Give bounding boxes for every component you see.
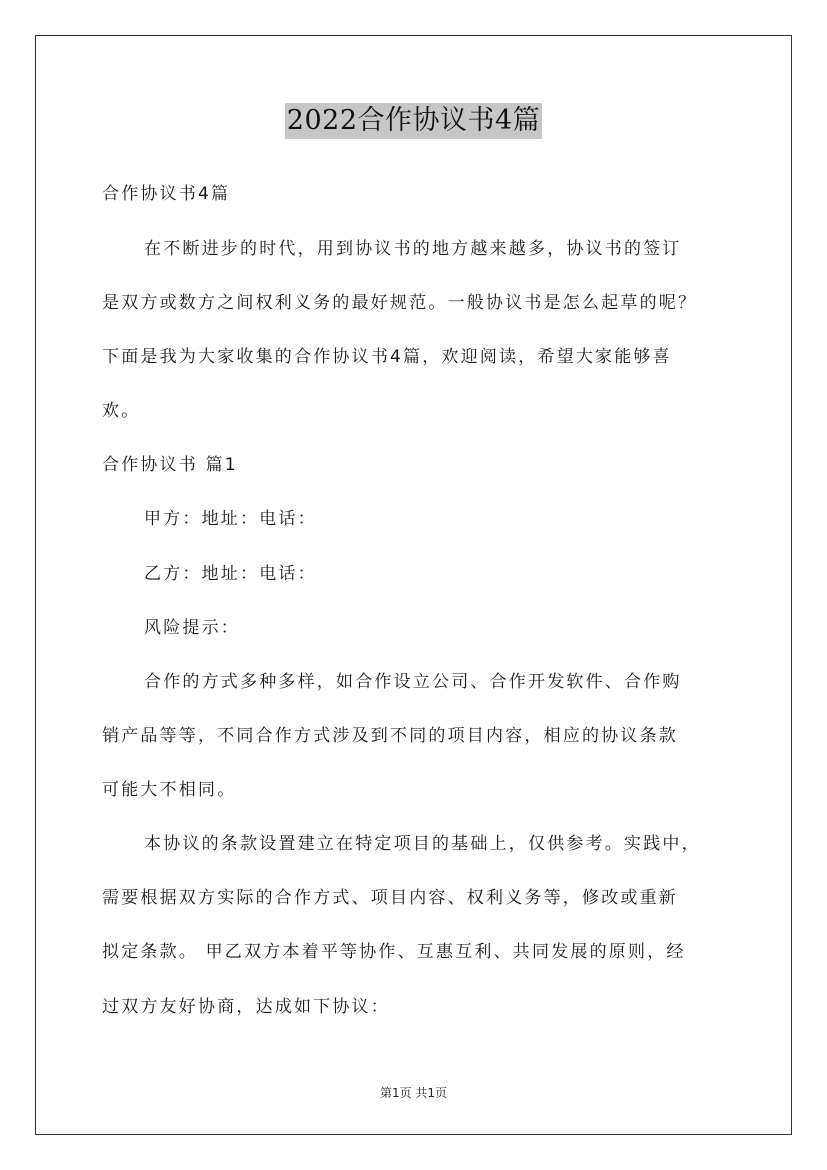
title-container <box>0 103 827 139</box>
paragraph-line: 可能大不相同。 <box>102 780 237 800</box>
page-number-footer: 第1页 共1页 <box>379 1086 448 1100</box>
party-b-line: 乙方：地址：电话： <box>144 564 317 584</box>
paragraph-line: 欢。 <box>102 401 141 421</box>
party-a-line: 甲方：地址：电话： <box>144 509 317 529</box>
paragraph-line: 是双方或数方之间权利义务的最好规范。一般协议书是怎么起草的呢？ <box>102 293 698 313</box>
document-title: 2022合作协议书4篇 <box>285 103 542 139</box>
section-heading: 合作协议书 篇1 <box>102 455 238 475</box>
paragraph-line: 销产品等等，不同合作方式涉及到不同的项目内容，相应的协议条款 <box>102 726 678 746</box>
subtitle-line: 合作协议书4篇 <box>102 184 231 204</box>
paragraph-line: 本协议的条款设置建立在特定项目的基础上，仅供参考。实践中， <box>144 834 701 854</box>
risk-heading: 风险提示： <box>144 618 240 638</box>
paragraph-line: 需要根据双方实际的合作方式、项目内容、权利义务等，修改或重新 <box>102 888 678 908</box>
paragraph-line: 下面是我为大家收集的合作协议书4篇，欢迎阅读，希望大家能够喜 <box>102 347 672 367</box>
paragraph-line: 拟定条款。 甲乙双方本着平等协作、互惠互利、共同发展的原则，经 <box>102 942 686 962</box>
paragraph-line: 过双方友好协商，达成如下协议： <box>102 997 390 1017</box>
paragraph-line: 合作的方式多种多样，如合作设立公司、合作开发软件、合作购 <box>144 672 682 692</box>
paragraph-line: 在不断进步的时代，用到协议书的地方越来越多，协议书的签订 <box>144 239 682 259</box>
